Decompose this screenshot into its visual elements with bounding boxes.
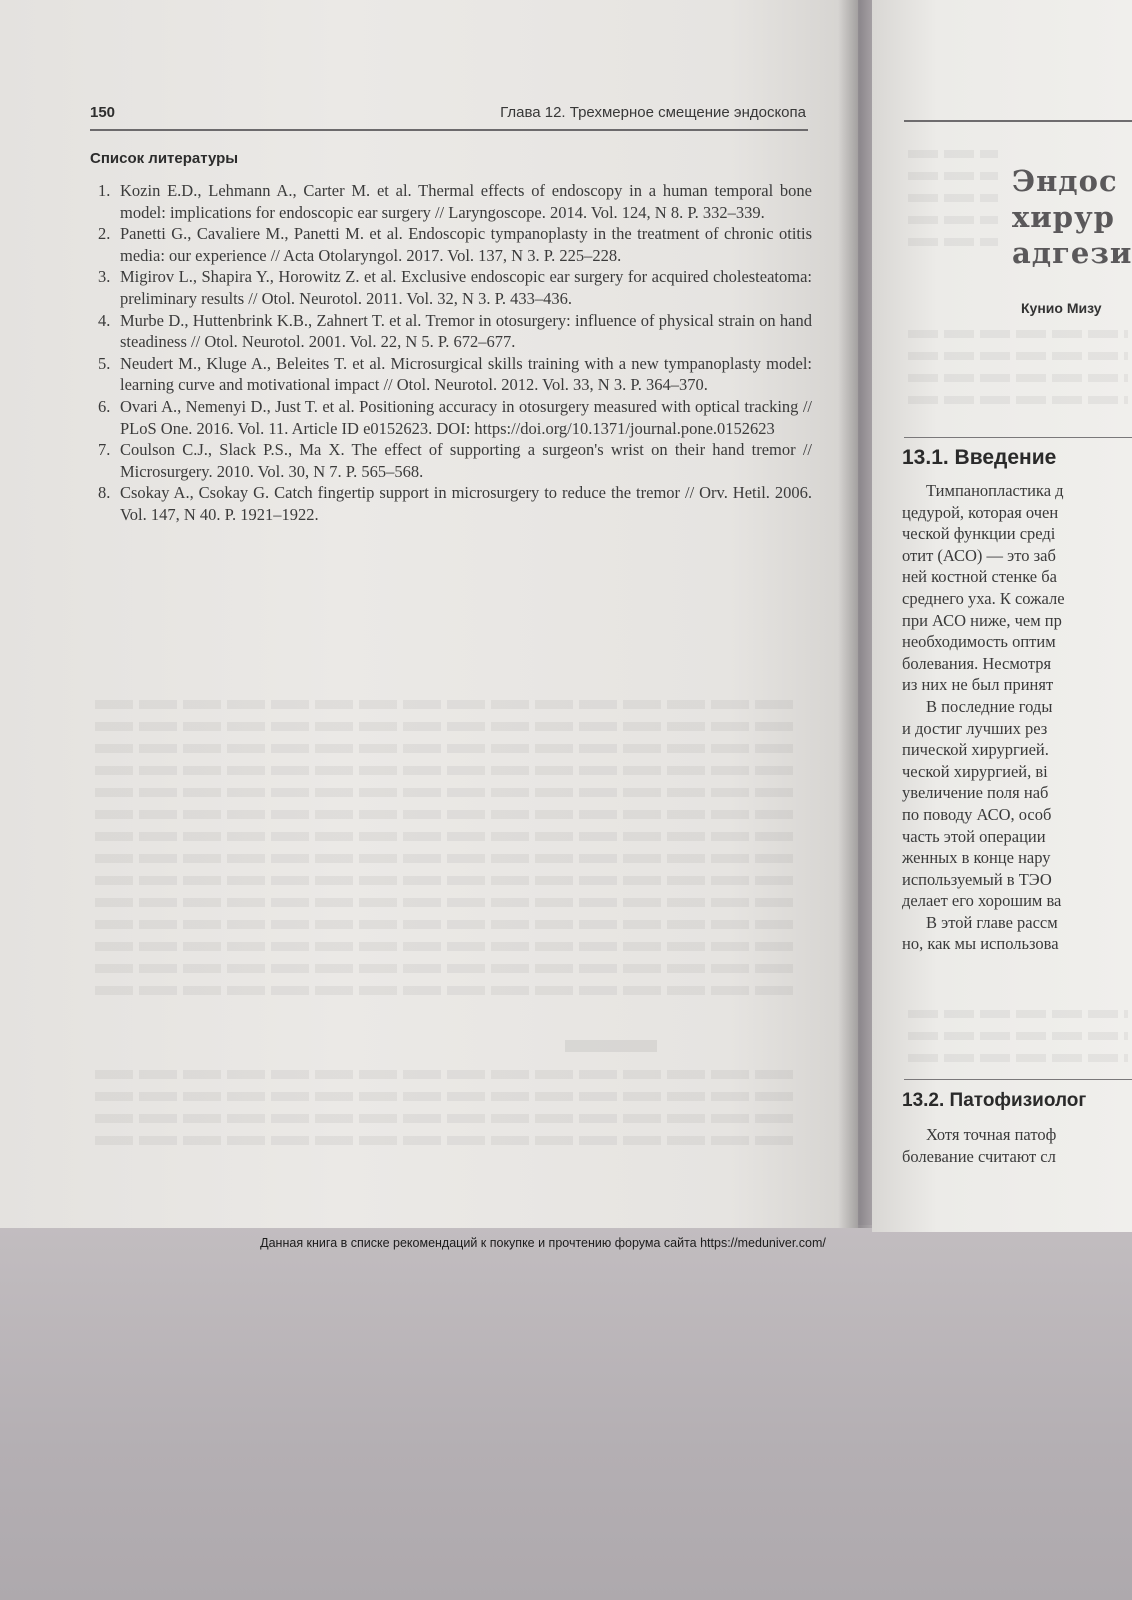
body-line: из них не был принят bbox=[902, 675, 1054, 695]
references-heading: Список литературы bbox=[90, 150, 239, 167]
body-line: часть этой операции bbox=[902, 826, 1046, 846]
reference-text: Csokay A., Csokay G. Catch fingertip support in microsurgery to reduce the tremor // Orv. Hetil. 2006. Vol. 147, N 40. P. 1921–1922. bbox=[120, 483, 812, 524]
reference-number: 8. bbox=[98, 483, 111, 503]
body-line: ческой хирургией, ві bbox=[902, 761, 1048, 781]
body-line: Тимпанопластика д bbox=[926, 481, 1064, 500]
body-line: болевания. Несмотря bbox=[902, 653, 1052, 673]
reference-item bbox=[90, 482, 812, 525]
section-heading: 13.2. Патофизиолог bbox=[902, 1090, 1087, 1111]
chapter-author: Кунио Мизу bbox=[1021, 300, 1102, 316]
footer-watermark-note: Данная книга в списке рекомендаций к покупке и прочтению форума сайта https://meduniver.com/ bbox=[260, 1236, 826, 1250]
chapter-title bbox=[1012, 163, 1132, 271]
section-body bbox=[902, 1124, 1132, 1167]
reference-number: 5. bbox=[98, 353, 111, 373]
reference-list bbox=[90, 180, 812, 526]
reference-number: 4. bbox=[98, 310, 111, 330]
reference-text: Murbe D., Huttenbrink K.B., Zahnert T. et al. Tremor in otosurgery: influence of physical strain on hand steadiness // Otol. Neurotol. 2001. Vol. 22, N 5. P. 672–677. bbox=[120, 310, 812, 352]
reference-text: Kozin E.D., Lehmann A., Carter M. et al. Thermal effects of endoscopy in a human temporal bone model: implications for endoscopic ear surgery // Laryngoscope. 2014. Vol. 124, N 8. P. 332–339. bbox=[120, 181, 812, 222]
body-line: отит (АСО) — это заб bbox=[902, 545, 1056, 565]
running-head: Глава 12. Трехмерное смещение эндоскопа bbox=[500, 104, 806, 121]
chapter-title-line: хирур bbox=[1012, 200, 1115, 234]
body-line: увеличение поля наб bbox=[902, 783, 1049, 803]
reference-item bbox=[90, 353, 812, 396]
reference-number: 1. bbox=[98, 181, 111, 200]
page-number: 150 bbox=[90, 104, 116, 121]
header-rule bbox=[904, 120, 1132, 122]
section-body bbox=[902, 480, 1132, 955]
reference-text: Migirov L., Shapira Y., Horowitz Z. et al. Exclusive endoscopic ear surgery for acquired cholesteatoma: preliminary results // Otol. Neurotol. 2011. Vol. 32, N 3. P. 433–436. bbox=[120, 267, 812, 308]
reference-item bbox=[90, 180, 812, 223]
reference-text: Panetti G., Cavaliere M., Panetti M. et al. Endoscopic tympanoplasty in the treatment of chronic otitis media: our experience // Acta Otolaryngol. 2017. Vol. 137, N 3. P. 225–228. bbox=[120, 224, 812, 265]
body-line: В этой главе рассм bbox=[926, 912, 1058, 932]
body-line: ческой функции среді bbox=[902, 524, 1056, 544]
reference-text: Neudert M., Kluge A., Beleites T. et al. Microsurgical skills training with a new tympanoplasty model: learning curve and motivational impact // Otol. Neurotol. 2012. Vol. 33, N 3. P. 364–370. bbox=[120, 353, 812, 395]
reference-text: Coulson C.J., Slack P.S., Ma X. The effect of supporting a surgeon's wrist on their hand tremor // Microsurgery. 2010. Vol. 30, N 7. P. 565–568. bbox=[120, 440, 812, 481]
body-line: Хотя точная патоф bbox=[926, 1125, 1057, 1144]
reference-number: 3. bbox=[98, 267, 111, 287]
body-line: но, как мы использова bbox=[902, 934, 1059, 954]
reference-item bbox=[90, 310, 812, 353]
body-line: необходимость оптим bbox=[902, 632, 1056, 652]
body-line: ней костной стенке ба bbox=[902, 567, 1057, 587]
body-line: В последние годы bbox=[926, 696, 1053, 716]
right-page bbox=[872, 0, 1132, 1232]
reference-item bbox=[90, 223, 812, 266]
reference-number: 6. bbox=[98, 396, 111, 416]
section-heading: 13.1. Введение bbox=[902, 446, 1057, 469]
desk-background bbox=[0, 1225, 1132, 1600]
body-line: по поводу АСО, особ bbox=[902, 804, 1052, 824]
reference-number: 2. bbox=[98, 224, 111, 244]
section-rule bbox=[904, 437, 1132, 438]
body-line: делает его хорошим ва bbox=[902, 891, 1062, 911]
body-line: болевание считают сл bbox=[902, 1146, 1056, 1166]
body-line: цедурой, которая очен bbox=[902, 502, 1059, 522]
header-rule bbox=[90, 129, 808, 131]
body-line: используемый в ТЭО bbox=[902, 869, 1052, 889]
body-line: и достиг лучших рез bbox=[902, 718, 1048, 738]
chapter-title-line: адгези bbox=[1012, 236, 1132, 270]
reference-number: 7. bbox=[98, 440, 111, 460]
body-line: при АСО ниже, чем пр bbox=[902, 610, 1062, 630]
body-line: женных в конце нару bbox=[902, 848, 1051, 868]
body-line: среднего уха. К сожале bbox=[902, 588, 1065, 608]
body-line: пической хирургией. bbox=[902, 740, 1049, 760]
reference-item bbox=[90, 439, 812, 482]
reference-item bbox=[90, 396, 812, 439]
chapter-title-line: Эндос bbox=[1012, 164, 1118, 198]
section-rule bbox=[904, 1079, 1132, 1080]
reference-text: Ovari A., Nemenyi D., Just T. et al. Positioning accuracy in otosurgery measured with optical tracking // PLoS One. 2016. Vol. 11. Article ID e0152623. DOI: https://doi.org/10.1371/journal.pone.0152623 bbox=[120, 396, 812, 438]
reference-item bbox=[90, 266, 812, 309]
